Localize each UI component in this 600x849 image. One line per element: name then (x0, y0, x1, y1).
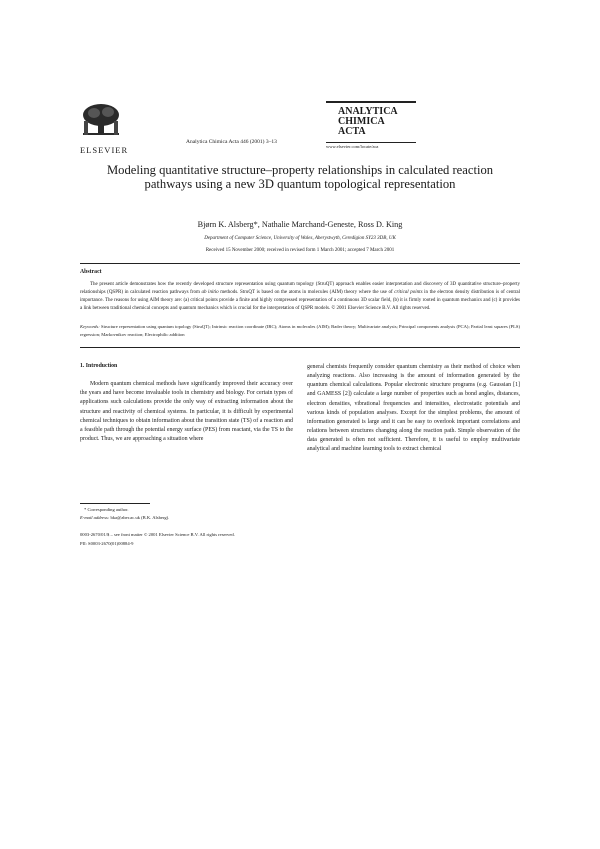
authors: Bjørn K. Alsberg*, Nathalie Marchand-Geneste, Ross D. King (197, 220, 403, 229)
journal-logo-line-1: ANALYTICA (338, 106, 398, 117)
received-dates: Received 15 November 2000; received in revised form 1 March 2001; accepted 7 March 2001 (205, 248, 395, 253)
journal-logo (326, 101, 416, 149)
affiliation: Department of Computer Science, University of Wales, Aberystwyth, Ceredigion SY23 3DB, UK (204, 236, 396, 241)
article-title: Modeling quantitative structure–property relationships in calculated reaction pathways using a new 3D quantum topological representation (106, 163, 494, 191)
journal-logo-line-2: CHIMICA (338, 116, 385, 127)
journal-url: www.elsevier.com/locate/aca (326, 142, 416, 149)
publisher-name: ELSEVIER (80, 145, 129, 155)
journal-logo-line-3: ACTA (338, 126, 366, 137)
journal-reference: Analytica Chimica Acta 446 (2001) 3–13 (186, 139, 277, 145)
pii-line: PII: S0003-2670(01)00884-9 (80, 541, 134, 546)
abstract-heading: Abstract (80, 269, 102, 275)
elsevier-tree-icon (80, 103, 122, 139)
abstract-text: The present article demonstrates how the recently developed structure representation using quantum topology (StruQT) approach enables easier interpretation and discovery of 3D quantitative structure–property relationships (QSPR) in calculated reaction pathways from ab initio methods. StruQT is based on the atoms in molecules (AIM) theory where the use of critical points in the electron density distribution is of central importance. The reasons for using AIM theory are: (a) critical points provide a finite and highly compressed representation of a continuous 3D scalar field, (b) it is firmly rooted in quantum mechanics and (c) it provides a link between traditional chemical concepts and quantum mechanics which is crucial for the interpretation of QSPR models. © 2001 Elsevier Science B.V. All rights reserved. (80, 282, 521, 311)
divider-top (80, 263, 520, 264)
footnote-rule (80, 503, 150, 504)
publisher-logo (80, 103, 129, 155)
section-heading-introduction: 1. Introduction (80, 363, 118, 369)
footnote-email: E-mail address: bka@aber.ac.uk (B.K. Alsberg). (80, 515, 170, 520)
intro-right-column: general chemists frequently consider quantum chemistry as their method of choice when analyzing reactions. Also increasing is the amount of information generated by the quantum chemical calculations. Popular electronic structure programs (e.g. Gaussian [1] and GAMESS [2]) calculate a large number of properties such as bond angles, distances, electron densities, vibrational frequencies and intensities, electrostatic potentials and various kinds of population analyses. Except for the simplest problems, the amount of information generated is large and it can be easy to overlook important correlations and relations between structures changing along the reaction path. Simple observation of the data generated is often not sufficient. Therefore, it is useful to employ multivariate analytical and machine learning tools to extract chemical (307, 364, 520, 453)
copyright-line: 0003-2670/01/$ – see front matter © 2001 Elsevier Science B.V. All rights reserved. (80, 532, 235, 537)
journal-logo-top-bar (326, 101, 416, 103)
abstract-em-critical-points: critical points (394, 289, 423, 295)
divider-bottom (80, 347, 520, 348)
keywords: Keywords: Structure representation using quantum topology (StruQT); Intrinsic reaction coordinate (IRC); Atoms in molecules (AIM); Bader theory; Multivariate analysis; Principal components analysis (PCA); Partial least squares (PLS) regression; Markovnikov reaction; Electrophilic addition (80, 324, 520, 337)
abstract-em-ab-initio: ab initio (201, 289, 219, 295)
intro-left-column: Modern quantum chemical methods have significantly improved their accuracy over the years and have become invaluable tools in chemistry and biology. For certain types of applications such calculations provide the only way of extracting information about the structure and reactivity of chemical systems. In particular, it is difficult by experimental chemical techniques to obtain information about the transition state (TS) of a reaction and a feasible path through the potential energy surface (PES) from reactant, via the TS to the product. Thus, we are approaching a situation where (80, 381, 293, 443)
footnote-corresponding: * Corresponding author. (84, 507, 129, 512)
keywords-label: Keywords: (80, 324, 100, 329)
